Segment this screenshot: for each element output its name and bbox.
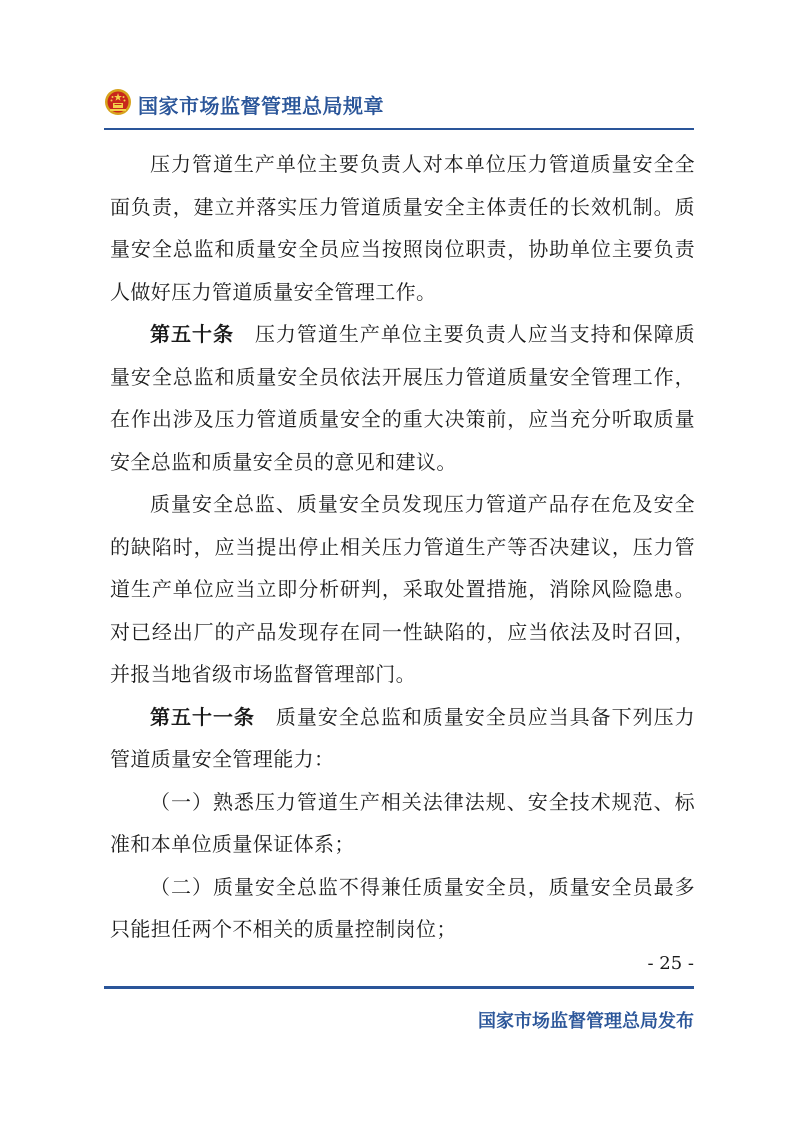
- national-emblem-icon: [104, 88, 132, 116]
- page-number: - 25 -: [647, 953, 694, 974]
- paragraph-text: 质量安全总监、质量安全员发现压力管道产品存在危及安全的缺陷时，应当提出停止相关压力管道生产等否决建议，压力管道生产单位应当立即分析研判，采取处置措施，消除风险隐患。对已经出厂的产品发现存在同一性缺陷的，应当依法及时召回，并报当地省级市场监督管理部门。: [110, 492, 695, 686]
- list-item: [110, 866, 695, 951]
- article-paragraph: [110, 313, 695, 483]
- document-body: [110, 143, 695, 951]
- footer-divider: [104, 986, 694, 989]
- list-item: [110, 781, 695, 866]
- footer-publisher: 国家市场监督管理总局发布: [478, 1011, 694, 1032]
- article-label: 第五十一条: [150, 704, 255, 729]
- paragraph-text: （一）熟悉压力管道生产相关法律法规、安全技术规范、标准和本单位质量保证体系；: [110, 789, 695, 856]
- paragraph-text: 压力管道生产单位主要负责人对本单位压力管道质量安全全面负责，建立并落实压力管道质量安全主体责任的长效机制。质量安全总监和质量安全员应当按照岗位职责，协助单位主要负责人做好压力管道质量安全管理工作。: [110, 152, 695, 304]
- page-header: [104, 86, 694, 126]
- paragraph: [110, 143, 695, 313]
- header-divider: [104, 128, 694, 130]
- article-label: 第五十条: [150, 322, 234, 346]
- header-title: 国家市场监督管理总局规章: [138, 94, 384, 118]
- paragraph-text: 压力管道生产单位主要负责人应当支持和保障质量安全总监和质量安全员依法开展压力管道质量安全管理工作，在作出涉及压力管道质量安全的重大决策前，应当充分听取质量安全总监和质量安全员的意见和建议。: [110, 322, 695, 474]
- paragraph-text: （二）质量安全总监不得兼任质量安全员，质量安全员最多只能担任两个不相关的质量控制岗位；: [110, 874, 695, 941]
- paragraph: [110, 483, 695, 696]
- paragraph-text: 质量安全总监和质量安全员应当具备下列压力管道质量安全管理能力：: [110, 704, 696, 771]
- article-paragraph: [110, 696, 695, 781]
